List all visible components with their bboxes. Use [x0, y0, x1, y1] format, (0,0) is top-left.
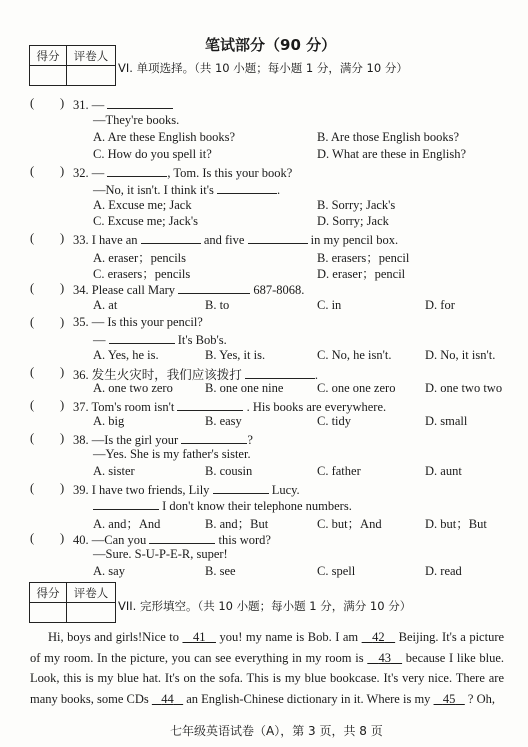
- question-33: 33. I have an and five in my pencil box.: [73, 233, 399, 247]
- option-c: C. one one zero: [317, 381, 396, 395]
- answer-paren-40: ( ): [30, 531, 65, 545]
- option-c: C. Excuse me; Jack's: [93, 214, 199, 228]
- option-a: A. and；And: [93, 517, 161, 531]
- answer-blank: [107, 96, 173, 109]
- score-cell: [30, 603, 67, 623]
- answer-paren-31: ( ): [30, 96, 65, 110]
- option-a: A. one two zero: [93, 381, 173, 395]
- section-7-heading: VII. 完形填空。（共 10 小题；每小题 1 分，满分 10 分）: [118, 599, 412, 613]
- answer-blank: [217, 181, 277, 194]
- option-d: D. but；But: [425, 517, 487, 531]
- question-40: 40. —Can you this word?: [73, 533, 271, 547]
- grader-cell: [67, 66, 116, 86]
- option-c: C. spell: [317, 564, 356, 578]
- answer-blank: [141, 231, 201, 244]
- option-a: A. Yes, he is.: [93, 348, 159, 362]
- option-d: D. Sorry; Jack: [317, 214, 389, 228]
- option-d: D. What are these in English?: [317, 147, 467, 161]
- answer-blank: [107, 164, 167, 177]
- option-a: A. say: [93, 564, 125, 578]
- option-c: C. but；And: [317, 517, 382, 531]
- option-b: B. to: [205, 298, 230, 312]
- question-36: 36. 发生火灾时，我们应该拨打 .: [73, 368, 319, 382]
- option-b: B. Are those English books?: [317, 130, 460, 144]
- option-c: C. How do you spell it?: [93, 147, 212, 161]
- question-34: 34. Please call Mary 687-8068.: [73, 283, 305, 297]
- score-box: [29, 45, 116, 86]
- option-b: B. Yes, it is.: [205, 348, 266, 362]
- question-line: —Yes. She is my father's sister.: [93, 447, 251, 461]
- score-box: [29, 582, 116, 623]
- answer-blank: [178, 281, 250, 294]
- answer-blank: [109, 331, 175, 344]
- answer-paren-37: ( ): [30, 398, 65, 412]
- answer-blank: [245, 366, 315, 379]
- option-b: B. cousin: [205, 464, 253, 478]
- answer-paren-34: ( ): [30, 281, 65, 295]
- score-cell: [30, 66, 67, 86]
- blank-41: 41: [192, 630, 206, 644]
- grader-label: 评卷人: [67, 46, 116, 66]
- question-39: 39. I have two friends, Lily Lucy.: [73, 483, 300, 497]
- grader-label: 评卷人: [67, 583, 116, 603]
- option-d: D. one two two: [425, 381, 503, 395]
- option-c: C. No, he isn't.: [317, 348, 392, 362]
- option-d: D. aunt: [425, 464, 462, 478]
- answer-paren-36: ( ): [30, 365, 65, 379]
- option-b: B. and；But: [205, 517, 269, 531]
- option-a: A. big: [93, 414, 125, 428]
- option-b: B. erasers；pencil: [317, 251, 410, 265]
- question-32: 32. — , Tom. Is this your book?: [73, 166, 293, 180]
- option-d: D. No, it isn't.: [425, 348, 496, 362]
- option-b: B. easy: [205, 414, 242, 428]
- question-38: 38. —Is the girl your ?: [73, 433, 253, 447]
- option-b: B. Sorry; Jack's: [317, 198, 396, 212]
- option-a: A. at: [93, 298, 118, 312]
- answer-blank: [181, 431, 247, 444]
- section-6-heading: VI. 单项选择。（共 10 小题；每小题 1 分，满分 10 分）: [118, 61, 408, 75]
- blank-42: 42: [372, 630, 385, 644]
- option-d: D. small: [425, 414, 468, 428]
- option-b: B. see: [205, 564, 236, 578]
- option-c: C. tidy: [317, 414, 352, 428]
- answer-blank: [248, 231, 308, 244]
- score-label: 得分: [30, 46, 67, 66]
- answer-blank: [93, 497, 159, 510]
- option-d: D. for: [425, 298, 455, 312]
- option-d: D. eraser；pencil: [317, 267, 406, 281]
- option-d: D. read: [425, 564, 462, 578]
- question-35: 35. — Is this your pencil?: [73, 315, 203, 329]
- answer-paren-32: ( ): [30, 164, 65, 178]
- option-b: B. one one nine: [205, 381, 284, 395]
- answer-paren-39: ( ): [30, 481, 65, 495]
- answer-paren-35: ( ): [30, 315, 65, 329]
- blank-44: 44: [161, 691, 174, 706]
- option-a: A. Are these English books?: [93, 130, 235, 144]
- question-31: 31. —: [73, 96, 173, 113]
- page-footer: 七年级英语试卷（A），第 3 页，共 8 页: [170, 724, 383, 738]
- blank-43: 43: [378, 650, 391, 665]
- option-c: C. in: [317, 298, 342, 312]
- option-a: A. eraser；pencils: [93, 251, 187, 265]
- page-title: 笔试部分（90 分）: [205, 36, 337, 54]
- answer-paren-33: ( ): [30, 231, 65, 245]
- blank-45: 45: [442, 691, 456, 706]
- option-c: C. erasers；pencils: [93, 267, 191, 281]
- answer-blank: [213, 481, 269, 494]
- question-line: — It's Bob's.: [93, 333, 227, 347]
- answer-paren-38: ( ): [30, 431, 65, 445]
- question-line: —No, it isn't. I think it's .: [93, 183, 281, 197]
- question-line: —Sure. S-U-P-E-R, super!: [93, 547, 228, 561]
- option-a: A. Excuse me; Jack: [93, 198, 192, 212]
- question-line: I don't know their telephone numbers.: [93, 497, 352, 514]
- answer-blank: [149, 531, 215, 544]
- question-37: 37. Tom's room isn't . His books are everywhere.: [73, 400, 387, 414]
- score-label: 得分: [30, 583, 67, 603]
- option-a: A. sister: [93, 464, 135, 478]
- cloze-passage: Hi, boys and girls!Nice to 41 you! my name is Bob. I am 42 Beijing. It's a picture of my room. In the picture, you can see everything in my room is 43 because I like blue. Look, this is my blue hat. It's on the sofa. This is my blue bookcase. It's very nice. There are many books, some CDs 44 an English-Chinese dictionary in it. Where is my 45 ? Oh,: [30, 630, 505, 706]
- option-c: C. father: [317, 464, 361, 478]
- answer-blank: [177, 398, 243, 411]
- question-line: —They're books.: [93, 113, 180, 127]
- grader-cell: [67, 603, 116, 623]
